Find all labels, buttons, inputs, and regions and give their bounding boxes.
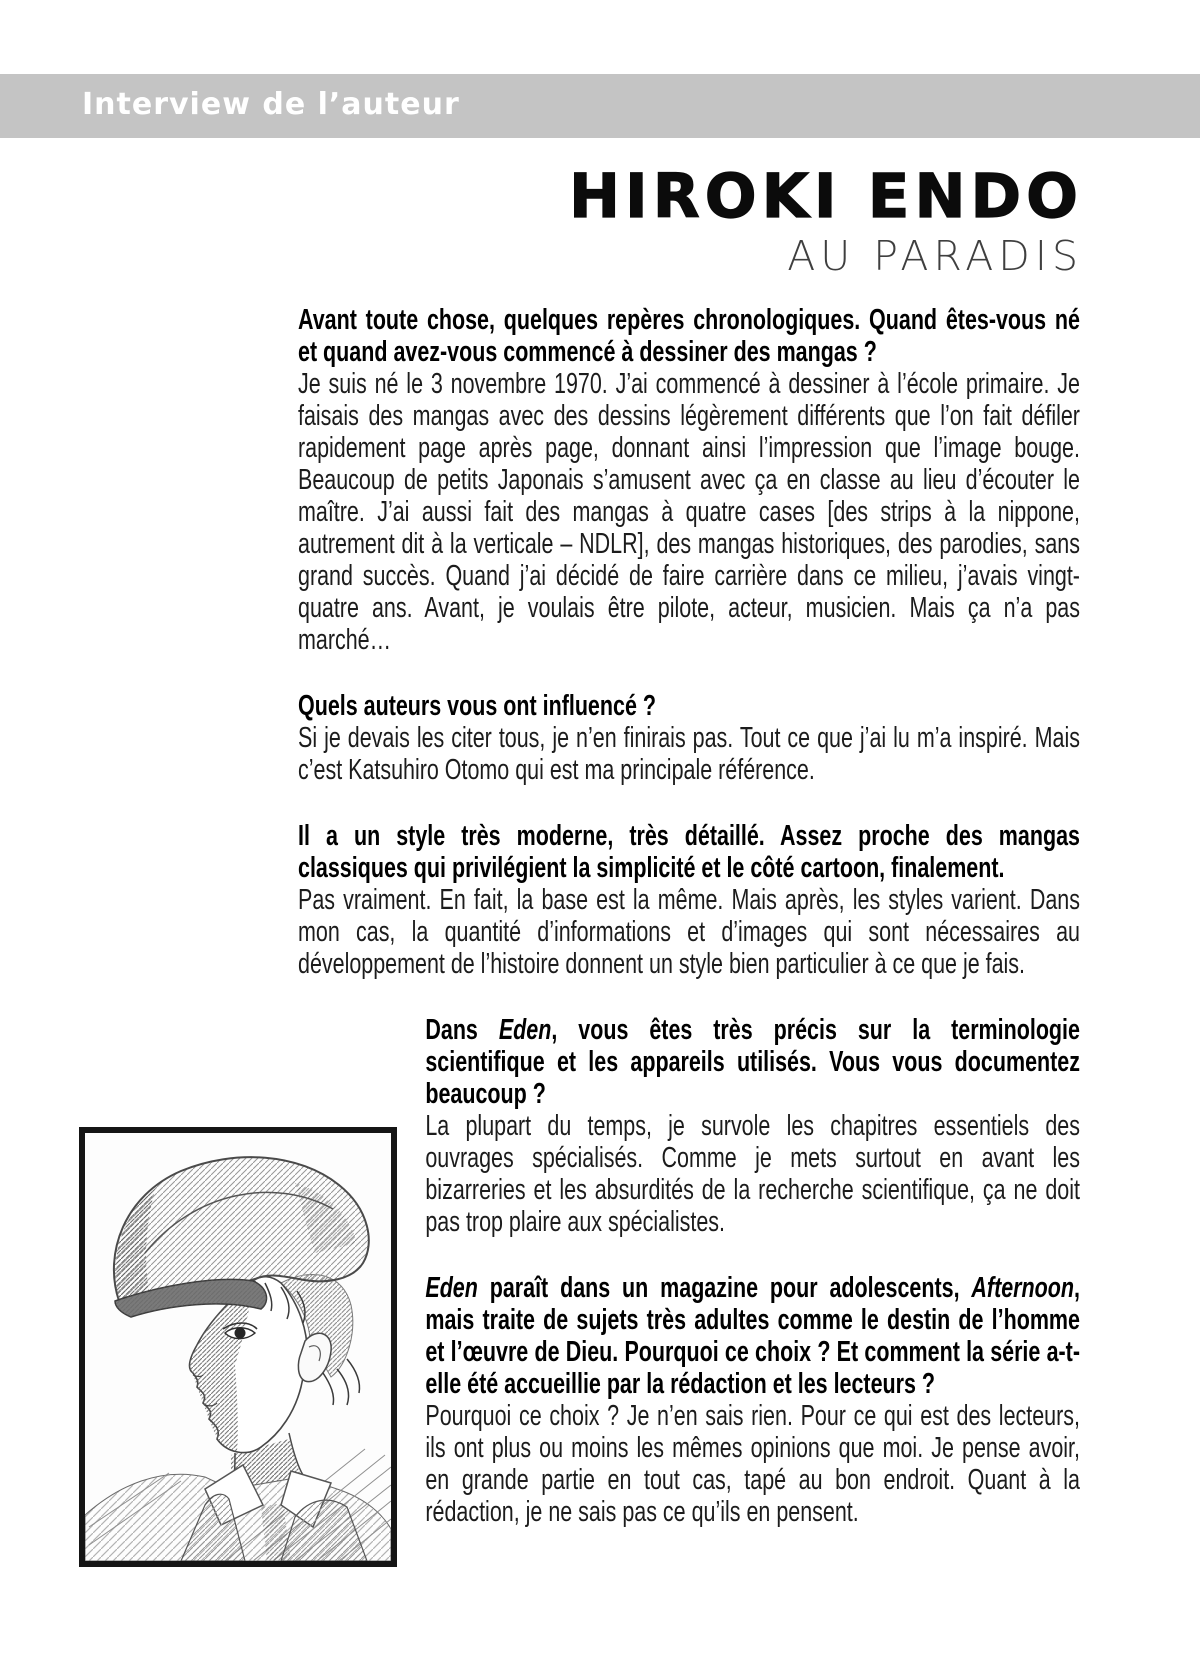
answer-paragraph: Je suis né le 3 novembre 1970. J’ai commencé à dessiner à l’école primaire. Je faisais des mangas avec des dessins légèrement différents que l’on fait défiler rapidement page après page, donnant ainsi l’impression que l’image bouge. Beaucoup de petits Japonais s’amusent avec ça en classe au lieu d’écouter le maître. J’ai aussi fait des mangas à quatre cases [des strips à la nippone, autrement dit à la verticale – NDLR], des mangas historiques, des parodies, sans grand succès. Quand j’ai décidé de faire carrière dans ce milieu, j’avais vingt-quatre ans. Avant, je voulais être pilote, acteur, musicien. Mais ça n’a pas marché… — [298, 368, 1080, 656]
title-block — [569, 161, 1083, 280]
banner-label: Interview de l’auteur — [82, 87, 460, 122]
portrait-frame — [79, 1127, 397, 1567]
question-paragraph: Avant toute chose, quelques repères chronologiques. Quand êtes-vous né et quand avez-vous commencé à dessiner des mangas ? — [298, 304, 1080, 368]
question-text: Dans Eden, vous êtes très précis sur la terminologie scientifique et les appareils utilisés. Vous vous documentez beaucoup ? — [425, 1014, 1080, 1110]
portrait-sketch — [85, 1133, 391, 1561]
interview-text-flow — [298, 304, 1080, 1528]
interview-body — [298, 304, 1080, 1532]
question-paragraph: Eden paraît dans un magazine pour adolescents, Afternoon, mais traite de sujets très adultes comme le destin de l’homme et l’œuvre de Dieu. Pourquoi ce choix ? Et comment la série a-t-elle été accueillie par la rédaction et les lecteurs ? — [425, 1272, 1080, 1400]
question-paragraph: Quels auteurs vous ont influencé ? — [298, 690, 656, 722]
qa-group — [298, 690, 1080, 786]
qa-group — [298, 304, 1080, 656]
answer-paragraph: Pas vraiment. En fait, la base est la même. Mais après, les styles varient. Dans mon cas, la quantité d’informations et d’images qui sont nécessaires au développement de l’histoire donnent un style bien particulier à ce que je fais. — [298, 884, 1080, 980]
qa-group — [298, 1014, 1080, 1238]
question-paragraph — [298, 1014, 1080, 1110]
page-subtitle: AU PARADIS — [787, 232, 1083, 280]
answer-paragraph: Si je devais les citer tous, je n’en finirais pas. Tout ce que j’ai lu m’a inspiré. Mais c’est Katsuhiro Otomo qui est ma principale référence. — [298, 722, 1080, 786]
qa-group — [298, 820, 1080, 980]
page-title: HIROKI ENDO — [569, 161, 1083, 232]
answer-paragraph: La plupart du temps, je survole les chapitres essentiels des ouvrages spécialisés. Comme je mets surtout en avant les bizarreries et les absurdités de la recherche scientifique, ça ne doit pas trop plaire aux spécialistes. — [425, 1110, 1080, 1238]
answer-paragraph: Pourquoi ce choix ? Je n’en sais rien. Pour ce qui est des lecteurs, ils ont plus ou moins les mêmes opinions que moi. Je pense avoir, en grande partie en tout cas, tapé au bon endroit. Quant à la rédaction, je ne sais pas ce qu’ils en pensent. — [425, 1400, 1080, 1528]
section-banner — [0, 74, 1200, 138]
question-paragraph: Il a un style très moderne, très détaillé. Assez proche des mangas classiques qui privilégient la simplicité et le côté cartoon, finalement. — [298, 820, 1080, 884]
